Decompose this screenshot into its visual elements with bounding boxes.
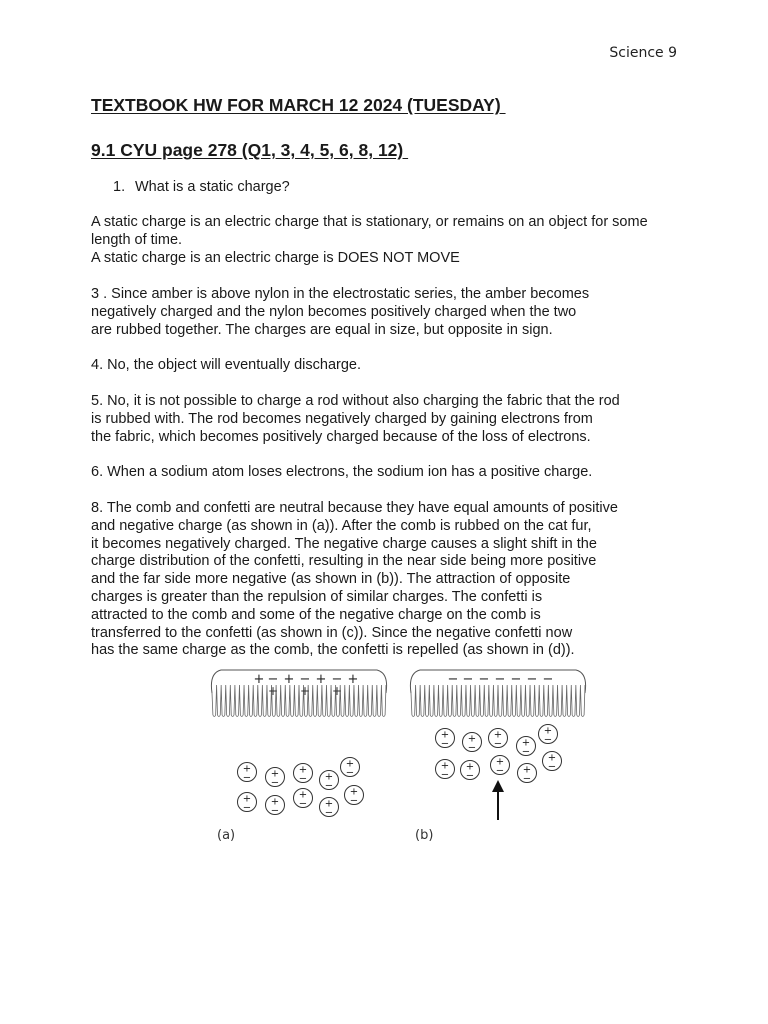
answer-3 [91, 286, 691, 339]
answer-6 [91, 464, 691, 482]
question-number: 1. [113, 179, 126, 195]
confetti-charge-sign: − [270, 777, 280, 789]
confetti-piece [294, 764, 313, 785]
confetti-charge-sign: − [440, 769, 450, 781]
comb-charge-sign: + [253, 672, 265, 687]
answer-line: A static charge is an electric charge is DOES NOT MOVE [91, 249, 460, 266]
confetti-charge-sign: − [298, 798, 308, 810]
confetti-charge-sign: + [324, 798, 334, 810]
answer-5 [91, 393, 691, 446]
confetti-piece [461, 761, 480, 782]
confetti-piece [436, 760, 455, 781]
confetti-charge-sign: − [495, 765, 505, 777]
confetti-charge-sign: + [440, 760, 450, 772]
answer-line: it becomes negatively charged. The negative charge causes a slight shift in the [91, 535, 597, 552]
comb-charge-sign: + [267, 684, 279, 698]
comb-charge-sign: − [510, 672, 522, 687]
confetti-charge-sign: + [440, 729, 450, 741]
answer-line: and negative charge (as shown in (a)). After the comb is rubbed on the cat fur, [91, 517, 592, 534]
confetti-piece [320, 771, 339, 792]
comb-charge-sign: + [347, 672, 359, 687]
confetti-piece [266, 768, 285, 789]
confetti-charge-sign: − [467, 742, 477, 754]
caption-a: (a) [217, 828, 236, 843]
comb-charge-sign: − [267, 672, 279, 687]
answer-line: and the far side more negative (as shown in (b)). The attraction of opposite [91, 571, 571, 588]
answer-line: attracted to the comb and some of the negative charge on the comb is [91, 606, 541, 623]
answer-line: 8. The comb and confetti are neutral because they have equal amounts of positive [91, 500, 618, 516]
confetti-group-b [436, 725, 562, 785]
answer-4 [91, 357, 691, 375]
confetti-charge-sign: + [465, 761, 475, 773]
answer-1 [91, 214, 691, 267]
confetti-piece [463, 733, 482, 754]
confetti-charge-sign: + [298, 764, 308, 776]
confetti-charge-sign: − [242, 772, 252, 784]
confetti-piece [518, 764, 537, 785]
confetti-charge-sign: − [493, 738, 503, 750]
course-header: Science 9 [609, 45, 677, 61]
comb-charge-sign: − [331, 672, 343, 687]
confetti-charge-sign: + [270, 768, 280, 780]
confetti-piece [345, 786, 364, 807]
answer-line: charges is greater than the repulsion of similar charges. The confetti is [91, 588, 543, 605]
answer-line: are rubbed together. The charges are equal in size, but opposite in sign. [91, 321, 553, 338]
confetti-charge-sign: − [465, 770, 475, 782]
confetti-charge-sign: + [495, 756, 505, 768]
confetti-charge-sign: + [298, 789, 308, 801]
answer-line: the fabric, which becomes positively charged because of the loss of electrons. [91, 428, 591, 445]
confetti-group-a [238, 758, 364, 819]
confetti-charge-sign: + [324, 771, 334, 783]
answer-line: is rubbed with. The rod becomes negatively charged by gaining electrons from [91, 410, 593, 427]
confetti-piece [436, 729, 455, 750]
section-heading: 9.1 CYU page 278 (Q1, 3, 4, 5, 6, 8, 12) [91, 140, 409, 160]
confetti-charge-sign: + [493, 729, 503, 741]
page-title: TEXTBOOK HW FOR MARCH 12 2024 (TUESDAY) [91, 95, 506, 115]
confetti-charge-sign: − [270, 805, 280, 817]
comb-confetti-figure [205, 665, 595, 850]
comb-charge-sign: − [462, 672, 474, 687]
attraction-arrow [492, 780, 504, 820]
confetti-charge-sign: + [242, 793, 252, 805]
confetti-charge-sign: + [521, 737, 531, 749]
comb-charge-sign: + [283, 672, 295, 687]
answer-line: 5. No, it is not possible to charge a rod without also charging the fabric that the rod [91, 393, 620, 409]
answer-line: has the same charge as the comb, the confetti is repelled (as shown in (d)). [91, 642, 575, 659]
confetti-piece [543, 752, 562, 773]
confetti-piece [238, 793, 257, 814]
comb-charge-sign: − [494, 672, 506, 687]
confetti-charge-sign: + [467, 733, 477, 745]
confetti-charge-sign: − [543, 734, 553, 746]
confetti-piece [238, 763, 257, 784]
confetti-charge-sign: + [522, 764, 532, 776]
comb-charge-sign: − [299, 672, 311, 687]
comb-teeth [411, 685, 585, 717]
confetti-charge-sign: + [543, 725, 553, 737]
confetti-charge-sign: − [324, 780, 334, 792]
confetti-charge-sign: − [298, 773, 308, 785]
comb-charge-sign: − [478, 672, 490, 687]
confetti-piece [294, 789, 313, 810]
confetti-charge-sign: − [522, 773, 532, 785]
confetti-charge-sign: + [349, 786, 359, 798]
confetti-piece [320, 798, 339, 819]
comb-charge-sign: − [447, 672, 459, 687]
confetti-piece [341, 758, 360, 779]
confetti-piece [489, 729, 508, 750]
confetti-charge-sign: − [547, 761, 557, 773]
comb-charge-sign: + [331, 684, 343, 698]
confetti-piece [517, 737, 536, 758]
comb-charge-sign: − [526, 672, 538, 687]
question-text: What is a static charge? [135, 179, 290, 195]
answer-line: A static charge is an electric charge that is stationary, or remains on an object for some [91, 214, 648, 230]
confetti-charge-sign: + [345, 758, 355, 770]
answer-line: 6. When a sodium atom loses electrons, the sodium ion has a positive charge. [91, 464, 593, 480]
confetti-charge-sign: + [270, 796, 280, 808]
comb-b [410, 670, 585, 717]
answer-line: 3 . Since amber is above nylon in the electrostatic series, the amber becomes [91, 286, 590, 302]
answer-line: transferred to the confetti (as shown in (c)). Since the negative confetti now [91, 624, 573, 641]
confetti-charge-sign: + [242, 763, 252, 775]
answer-8 [91, 500, 691, 660]
confetti-charge-sign: − [324, 807, 334, 819]
confetti-charge-sign: − [349, 795, 359, 807]
confetti-charge-sign: + [547, 752, 557, 764]
confetti-piece [539, 725, 558, 746]
answer-line: negatively charged and the nylon becomes positively charged when the two [91, 303, 577, 320]
answer-line: length of time. [91, 231, 183, 248]
confetti-charge-sign: − [440, 738, 450, 750]
comb-charge-sign: + [299, 684, 311, 698]
confetti-charge-sign: − [242, 802, 252, 814]
comb-charge-sign: − [542, 672, 554, 687]
caption-b: (b) [415, 828, 434, 843]
confetti-charge-sign: − [345, 767, 355, 779]
comb-a [211, 670, 386, 717]
confetti-charge-sign: − [521, 746, 531, 758]
confetti-piece [491, 756, 510, 777]
answer-line: charge distribution of the confetti, resulting in the near side being more positive [91, 553, 597, 570]
answer-line: 4. No, the object will eventually discharge. [91, 357, 362, 373]
charge-diagram [205, 665, 595, 850]
confetti-piece [266, 796, 285, 817]
question-1 [113, 179, 290, 195]
comb-charge-sign: + [315, 672, 327, 687]
